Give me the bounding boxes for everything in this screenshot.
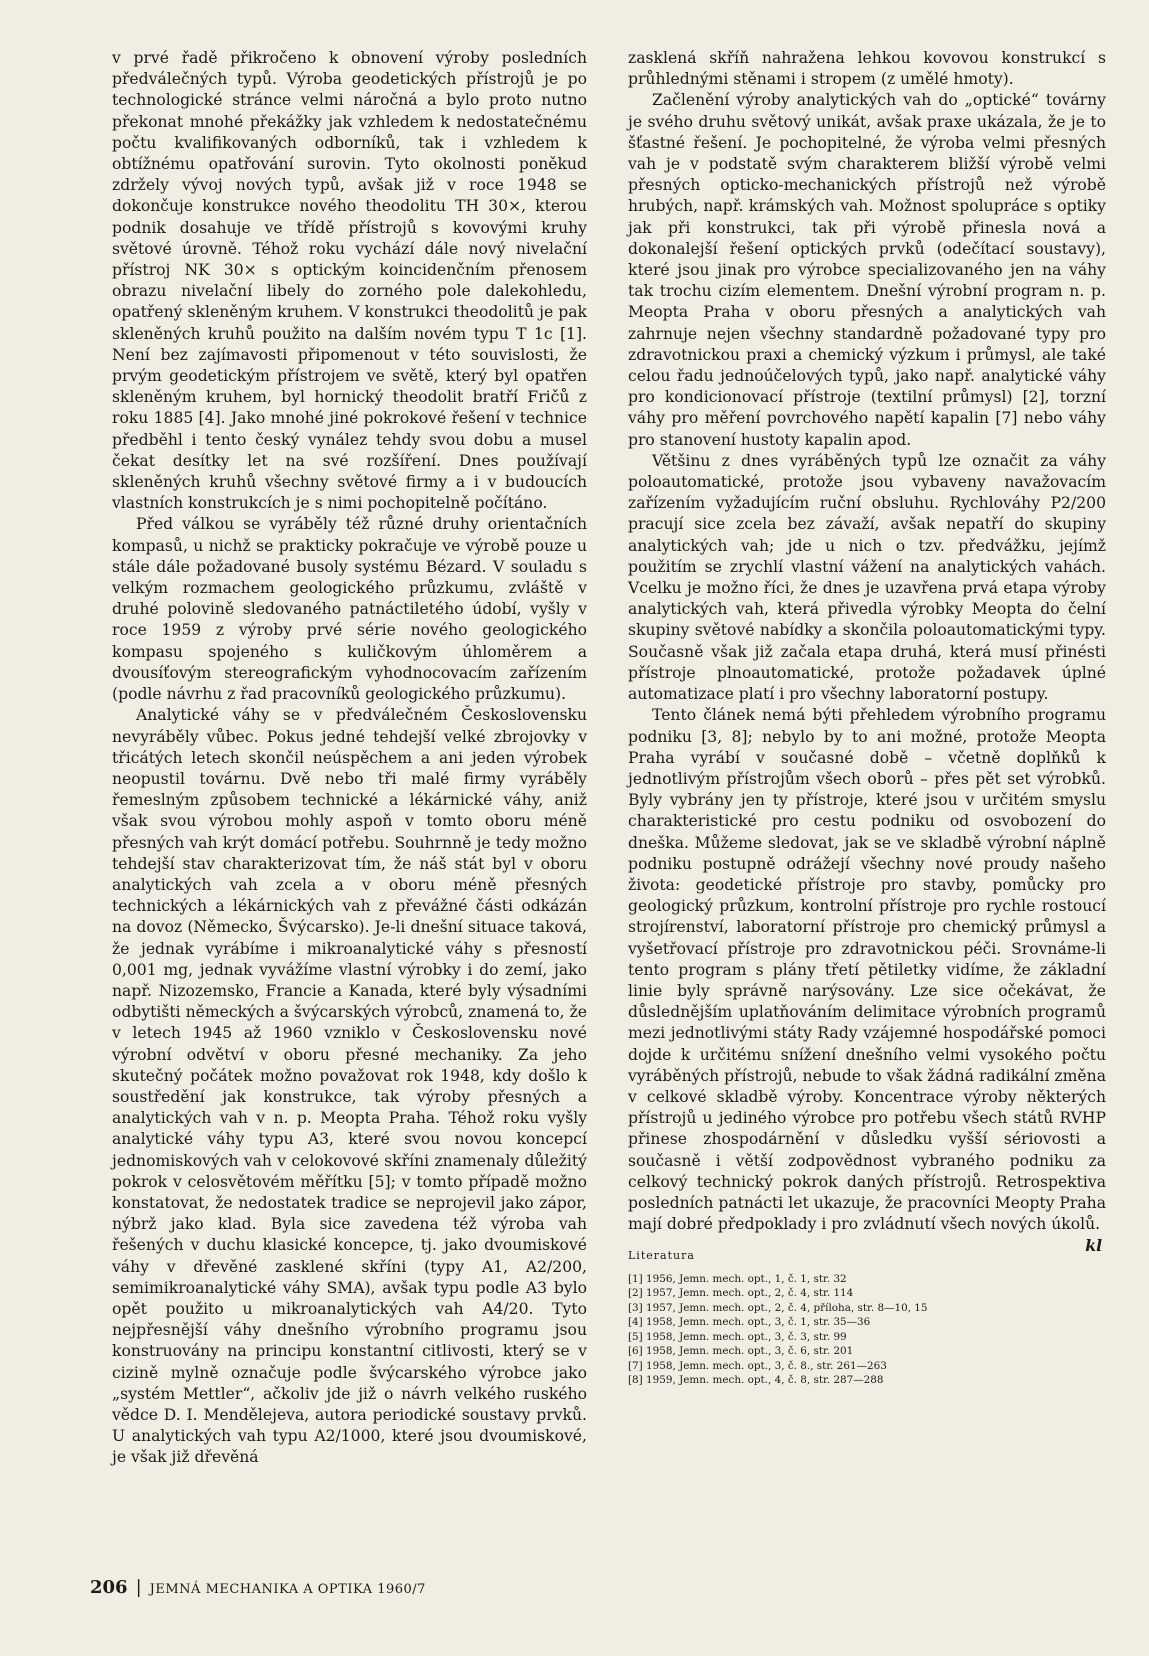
reference-item: [7] 1958, Jemn. mech. opt., 3, č. 8., str. 261—263 (628, 1359, 887, 1372)
references-section (628, 1249, 1106, 1388)
page-footer (90, 1577, 426, 1598)
reference-item: [2] 1957, Jemn. mech. opt., 2, č. 4, str. 114 (628, 1287, 854, 1300)
paragraph-text: Tento článek nemá býti přehledem výrobního programu podniku [3, 8]; nebylo by to ani možné, protože Meopta Praha vyrábí v současné době – včetně doplňků k jednotlivým přístrojům všech oborů – přes pět set výrobků. Byly vybrány jen ty přístroje, které jsou v určitém smyslu charakteristické pro cestu podniku od osvobození do dneška. Můžeme sledovat, jak se ve skladbě výrobní náplně podniku postupně odrážejí všechny nové proudy našeho života: geodetické přístroje pro stavby, pomůcky pro geologický průzkum, kontrolní přístroje pro rychle rostoucí strojírenství, laboratorní přístroje pro chemický průmysl a vyšetřovací přístroje pro zdravotnickou péči. Srovnáme-li tento program s plány třetí pětiletky vidíme, že základní linie byly správně narýsovány. Lze sice očekávat, že důslednějším uplatňováním delimitace výrobních programů mezi jednotlivými státy Rady vzájemné hospodářské pomoci dojde k určitému snížení dnešního velmi vysokého počtu vyráběných přístrojů, nebude to však žádná radikální změna v celkové skladbě výroby. Koncentrace výroby některých přístrojů u jediného výrobce pro potřebu všech států RVHP přinese zhospodárnění v důsledku vyšší sériovosti a současně i větší zodpovědnost vybraného podniku za celkový technický pokrok daných přístrojů. Retrospektiva posledních patnácti let ukazuje, že pracovníci Meopty Praha mají dobré předpoklady i pro zvládnutí všech nových úkolů. (628, 706, 1106, 1234)
reference-item: [6] 1958, Jemn. mech. opt., 3, č. 6, str. 201 (628, 1345, 854, 1358)
paragraph: v prvé řadě přikročeno k obnovení výroby posledních předválečných typů. Výroba geodetických přístrojů je po technologické stránce velmi náročná a bylo proto nutno překonat mnohé překážky jak vzhledem k nedostatečnému počtu kvalifikovaných odborníků, tak i vzhledem k obtížnému opatřování surovin. Tyto okolnosti poněkud zdržely vývoj nových typů, avšak již v roce 1948 se dokončuje konstrukce nového theodolitu TH 30×, kterou podnik dosahuje ve třídě přístrojů s kovovými kruhy světové úrovně. Téhož roku vychází dále nový nivelační přístroj NK 30× s optickým koincidenčním přenosem obrazu nivelační libely do zorného pole dalekohledu, opatřený skleněným kruhem. V konstrukci theodolitů je pak skleněných kruhů použito na dalším novém typu T 1c [1]. Není bez zajímavosti připomenout v této souvislosti, že prvým geodetickým přístrojem ve světě, který byl opatřen skleněným kruhem, byl hornický theodolit bratří Fričů z roku 1885 [4]. Jako mnohé jiné pokrokové řešení v technice předběhl i tento český vynález tehdy svou dobu a musel čekat desítky let na své rozšíření. Dnes používají skleněných kruhů všechny světové firmy a i v budoucích vlastních konstrukcích je s nimi pochopitelně počítáno. (112, 49, 587, 513)
reference-item: [3] 1957, Jemn. mech. opt., 2, č. 4, příloha, str. 8—10, 15 (628, 1301, 928, 1314)
paragraph: Analytické váhy se v předválečném Československu nevyráběly vůbec. Pokus jedné tehdejší velké zbrojovky v třicátých letech skončil neúspěchem a ani jeden výrobek neopustil továrnu. Dvě nebo tři malé firmy vyráběly řemeslným způsobem technické a lékárnické váhy, aniž však svou výrobou mohly aspoň v tomto oboru méně přesných vah krýt domácí potřebu. Souhrnně je tedy možno tehdejší stav charakterizovat tím, že náš stát byl v oboru analytických vah zcela a v oboru méně přesných technických a lékárnických vah z převážné části odkázán na dovoz (Německo, Švýcarsko). Je-li dnešní situace taková, že jednak vyrábíme i mikroanalytické váhy s přesností 0,001 mg, jednak vyvážíme vlastní výrobky i do zemí, jako např. Nizozemsko, Francie a Kanada, které byly výsadními odbytišti německých a švýcarských výrobců, znamená to, že v letech 1945 až 1960 vzniklo v Československu nové výrobní odvětví v oboru přesné mechaniky. Za jeho skutečný počátek možno považovat rok 1948, kdy došlo k soustředění jak konstrukce, tak výroby přesných a analytických vah v n. p. Meopta Praha. Téhož roku vyšly analytické váhy typu A3, které svou novou koncepcí jednomiskových vah v celokovové skříni znamenaly důležitý pokrok v celosvětovém měřítku [5]; v tomto případě možno konstatovat, že nedostatek tradice se neprojevil jako zápor, nýbrž jako klad. Byla sice zavedena též výroba vah řešených v duchu klasické koncepce, tj. jako dvoumiskové váhy v dřevěné zasklené skříni (typy A1, A2/200, semimikroanalytické váhy SMA), avšak typu podle A3 bylo opět použito u mikroanalytických vah A4/20. Tyto nejpřesnější váhy dnešního výrobního programu jsou konstruovány na principu konstantní citlivosti, který se v cizině mylně označuje podle švýcarského výrobce jako „systém Mettler“, ačkoliv jde již o návrh velkého ruského vědce D. I. Mendělejeva, autora periodické soustavy prvků. U analytických vah typu A2/1000, které jsou dvoumiskové, je však již dřevěná (112, 706, 588, 1467)
paragraph: Začlenění výroby analytických vah do „optické“ továrny je svého druhu světový unikát, avšak praxe ukázala, že je to šťastné řešení. Je pochopitelné, že výroba velmi přesných vah je v podstatě svým charakterem bližší výrobě velmi přesných opticko-mechanických přístrojů než výrobě hrubých, např. krámských vah. Možnost spolupráce s optiky jak při konstrukci, tak při výrobě přinesla nová a dokonalejší řešení optických prvků (odečítací soustavy), které jsou jinak pro výrobce specializovaného jen na váhy tak trochu cizím elementem. Dnešní výrobní program n. p. Meopta Praha v oboru přesných a analytických vah zahrnuje nejen všechny standardně požadované typy pro zdravotnickou praxi a chemický výzkum i průmysl, ale také celou řadu jednoúčelových typů, jako např. analytické váhy pro kondicionovací přístroje (textilní průmysl) [2], torzní váhy pro měření povrchového napětí kapalin [7] nebo váhy pro stanovení hustoty kapalin apod. (628, 91, 1106, 449)
footer-separator: | (135, 1577, 142, 1598)
right-column (628, 48, 1106, 1388)
reference-item: [4] 1958, Jemn. mech. opt., 3, č. 1, str. 35—36 (628, 1316, 871, 1329)
reference-item: [8] 1959, Jemn. mech. opt., 4, č. 8, str. 287—288 (628, 1374, 884, 1387)
reference-item: [1] 1956, Jemn. mech. opt., 1, č. 1, str. 32 (628, 1272, 847, 1285)
paragraph: Většinu z dnes vyráběných typů lze označit za váhy poloautomatické, protože jsou vybaveny navažovacím zařízením vyžadujícím ruční obsluhu. Rychlováhy P2/200 pracují sice zcela bez závaží, avšak nepatří do skupiny analytických vah; jde u nich o tzv. předvážku, jejímž použitím se zrychlí vlastní vážení na analytických vahách. Vcelku je možno říci, že dnes je uzavřena prvá etapa výroby analytických vah, která přivedla výrobky Meopta do čelní skupiny světové nabídky a skončila poloautomatickými typy. Současně však již začala etapa druhá, která musí přinésti přístroje plnoautomatické, protože požadavek úplné automatizace platí i pro všechny laboratorní postupy. (628, 451, 1106, 704)
reference-item: [5] 1958, Jemn. mech. opt., 3, č. 3, str. 99 (628, 1330, 847, 1343)
references-title: Literatura (628, 1249, 695, 1263)
author-signature: kl (1085, 1236, 1102, 1256)
page-number: 206 (90, 1577, 128, 1598)
journal-title: JEMNÁ MECHANIKA A OPTIKA 1960/7 (149, 1582, 426, 1597)
paragraph: zasklená skříň nahražena lehkou kovovou konstrukcí s průhlednými stěnami i stropem (z umělé hmoty). (628, 49, 1106, 89)
left-column (112, 48, 587, 1469)
paragraph: Před válkou se vyráběly též různé druhy orientačních kompasů, u nichž se prakticky pokračuje ve výrobě pouze u stále dále požadované busoly systému Bézard. V souladu s velkým rozmachem geologického průzkumu, zvláště v druhé polovině sledovaného patnáctiletého údobí, vyšly v roce 1959 z výroby prvé série nového geologického kompasu spojeného s kuličkovým úhloměrem a dvousíťovým stereografickým vyhodnocovacím zařízením (podle návrhu z řad pracovníků geologického průzkumu). (112, 515, 587, 704)
